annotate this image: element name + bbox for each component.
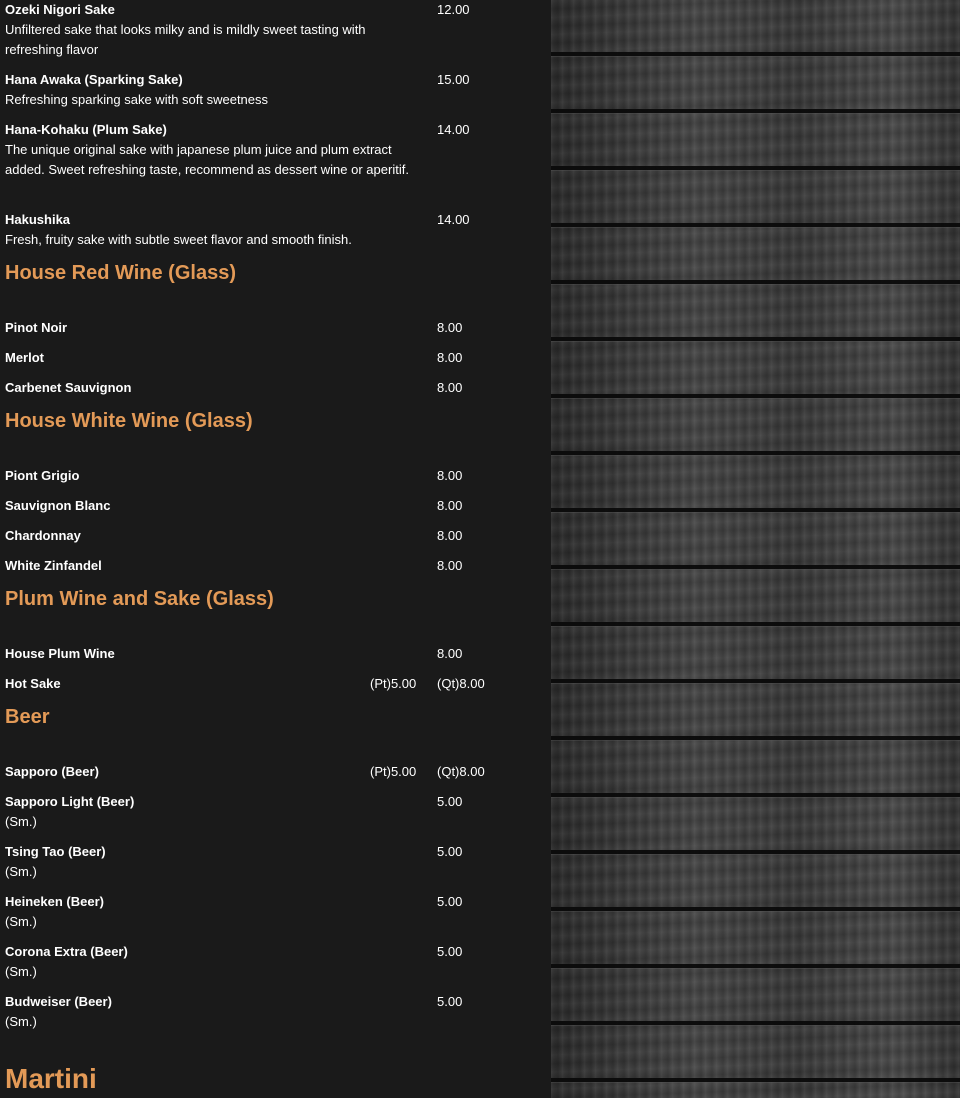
item-name: Hana Awaka (Sparking Sake)	[5, 72, 183, 87]
item-name: Budweiser (Beer)	[5, 994, 112, 1009]
item-price-pint: (Pt)5.00	[370, 676, 417, 691]
menu-item	[5, 892, 545, 932]
section-heading-red-wine: House Red Wine (Glass)	[5, 262, 236, 284]
item-price-quart: (Qt)8.00	[437, 676, 485, 691]
item-price: 8.00	[437, 558, 463, 573]
menu-item	[5, 942, 545, 982]
item-description: Refreshing sparking sake with soft sweetness	[5, 92, 269, 107]
wood-background	[551, 0, 960, 1098]
item-name: Corona Extra (Beer)	[5, 944, 128, 959]
item-price: 14.00	[437, 212, 470, 227]
menu-item	[5, 792, 545, 832]
item-size: (Sm.)	[5, 1014, 37, 1029]
item-description: The unique original sake with japanese plum juice and plum extract added. Sweet refreshing taste, recommend as dessert wine or aperitif.	[5, 142, 409, 177]
item-price: 8.00	[437, 646, 463, 661]
item-name: Ozeki Nigori Sake	[5, 2, 115, 17]
menu-item	[5, 992, 545, 1032]
menu-item	[5, 210, 545, 250]
item-price: 8.00	[437, 498, 463, 513]
item-price: 5.00	[437, 894, 463, 909]
menu-item	[5, 644, 545, 664]
item-price-pint: (Pt)5.00	[370, 764, 417, 779]
menu-item	[5, 674, 545, 694]
item-name: Sapporo (Beer)	[5, 764, 99, 779]
menu-item	[5, 842, 545, 882]
item-size: (Sm.)	[5, 964, 37, 979]
menu-item	[5, 0, 545, 60]
section-heading-martini: Martini	[5, 1063, 97, 1094]
menu-item	[5, 556, 545, 576]
item-price: 8.00	[437, 350, 463, 365]
item-name: Piont Grigio	[5, 468, 80, 483]
item-name: Merlot	[5, 350, 44, 365]
menu-item	[5, 318, 545, 338]
item-name: Hot Sake	[5, 676, 61, 691]
item-price: 15.00	[437, 72, 470, 87]
item-name: Sauvignon Blanc	[5, 498, 111, 513]
menu-item	[5, 120, 545, 200]
item-price: 8.00	[437, 468, 463, 483]
item-name: Hakushika	[5, 212, 71, 227]
menu-item	[5, 348, 545, 368]
item-name: White Zinfandel	[5, 558, 102, 573]
item-price: 5.00	[437, 844, 463, 859]
item-price: 5.00	[437, 794, 463, 809]
item-name: Tsing Tao (Beer)	[5, 844, 106, 859]
item-name: Heineken (Beer)	[5, 894, 104, 909]
item-size: (Sm.)	[5, 814, 37, 829]
item-price: 12.00	[437, 2, 470, 17]
item-price: 5.00	[437, 994, 463, 1009]
section-heading-plum-wine: Plum Wine and Sake (Glass)	[5, 588, 274, 610]
item-price: 5.00	[437, 944, 463, 959]
section-heading-white-wine: House White Wine (Glass)	[5, 410, 253, 432]
menu-item	[5, 762, 545, 782]
menu-item	[5, 466, 545, 486]
item-name: House Plum Wine	[5, 646, 115, 661]
item-price: 8.00	[437, 528, 463, 543]
menu-item	[5, 496, 545, 516]
item-name: Hana-Kohaku (Plum Sake)	[5, 122, 167, 137]
item-name: Sapporo Light (Beer)	[5, 794, 135, 809]
item-price-quart: (Qt)8.00	[437, 764, 485, 779]
menu-item	[5, 526, 545, 546]
item-size: (Sm.)	[5, 914, 37, 929]
item-price: 14.00	[437, 122, 470, 137]
item-description: Fresh, fruity sake with subtle sweet flavor and smooth finish.	[5, 232, 352, 247]
item-price: 8.00	[437, 380, 463, 395]
item-price: 8.00	[437, 320, 463, 335]
item-name: Pinot Noir	[5, 320, 68, 335]
item-size: (Sm.)	[5, 864, 37, 879]
item-description: Unfiltered sake that looks milky and is mildly sweet tasting with refreshing flavor	[5, 22, 366, 57]
section-heading-beer: Beer	[5, 706, 50, 728]
item-name: Chardonnay	[5, 528, 81, 543]
menu-item	[5, 70, 545, 110]
menu-item	[5, 378, 545, 398]
item-name: Carbenet Sauvignon	[5, 380, 132, 395]
